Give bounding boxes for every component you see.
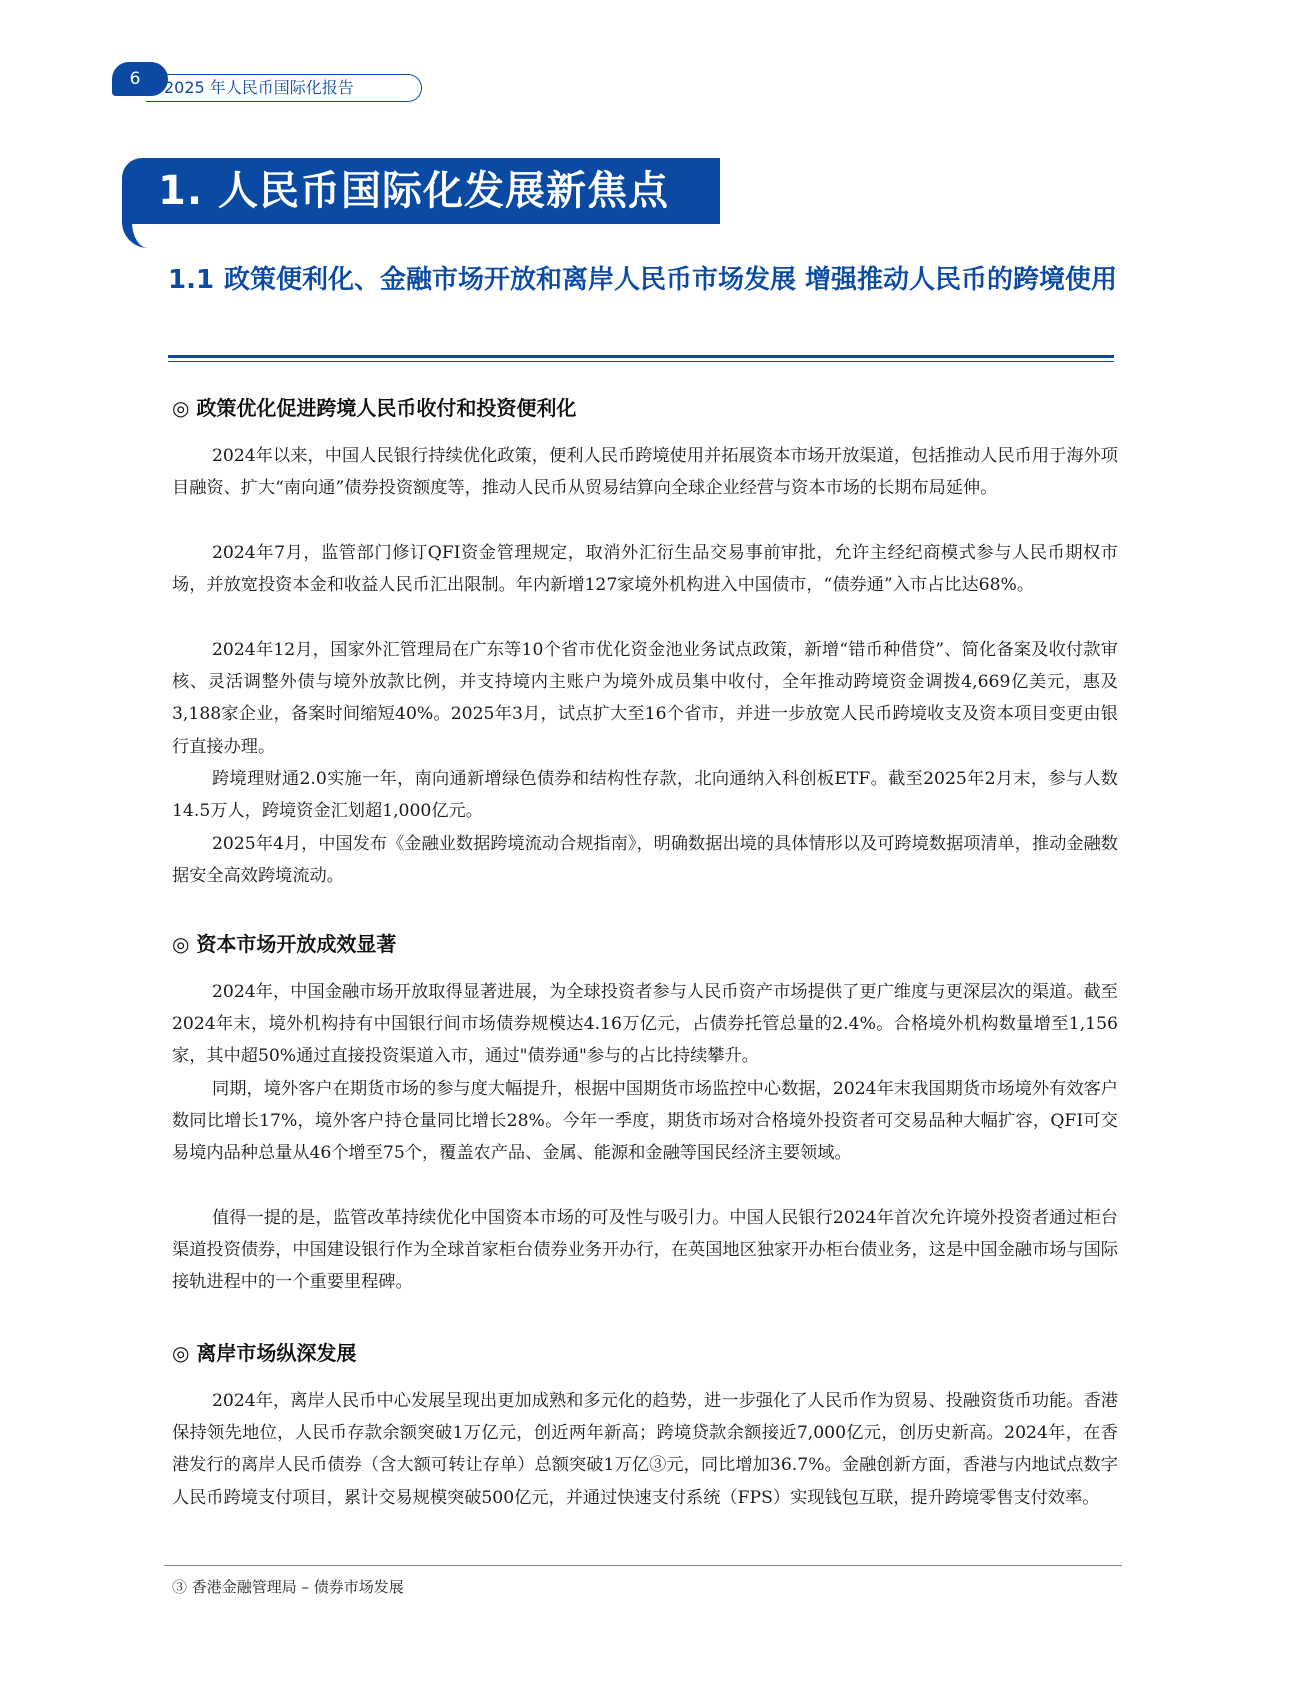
paragraph: 2024年，离岸人民币中心发展呈现出更加成熟和多元化的趋势，进一步强化了人民币作为贸易、投融资货币功能。香港保持领先地位，人民币存款余额突破1万亿元，创近两年新高；跨境贷款余额接近7,000亿元，创历史新高。2024年，在香港发行的离岸人民币债券（含大额可转让存单）总额突破1万亿③元，同比增加36.7%。金融创新方面，香港与内地试点数字人民币跨境支付项目，累计交易规模突破500亿元，并通过快速支付系统（FPS）实现钱包互联，提升跨境零售支付效率。 [172,1391,1118,1508]
paragraph: 2025年4月，中国发布《金融业数据跨境流动合规指南》，明确数据出境的具体情形以及可跨境数据项清单，推动金融数据安全高效跨境流动。 [172,834,1118,887]
paragraph: 2024年7月，监管部门修订QFI资金管理规定，取消外汇衍生品交易事前审批，允许主经纪商模式参与人民币期权市场，并放宽投资本金和收益人民币汇出限制。年内新增127家境外机构进入中国债市，“债券通”入市占比达68%。 [172,543,1118,596]
section-number: 1.1 [168,265,215,295]
section-rule [168,355,1114,358]
subheading-policy: ◎ 政策优化促进跨境人民币收付和投资便利化 [172,396,577,420]
running-header [112,62,412,102]
footnote: ③ 香港金融管理局 – 债券市场发展 [172,1578,404,1596]
report-title: 2025 年人民币国际化报告 [146,74,422,102]
footnote-divider [164,1565,1122,1566]
paragraph: 2024年以来，中国人民银行持续优化政策，便利人民币跨境使用并拓展资本市场开放渠道，包括推动人民币用于海外项目融资、扩大“南向通”债券投资额度等，推动人民币从贸易结算向全球企业经营与资本市场的长期布局延伸。 [172,446,1118,499]
section-rule-thin [168,361,1114,362]
paragraph: 2024年，中国金融市场开放取得显著进展，为全球投资者参与人民币资产市场提供了更广维度与更深层次的渠道。截至2024年末，境外机构持有中国银行间市场债券规模达4.16万亿元，占债券托管总量的2.4%。合格境外机构数量增至1,156家，其中超50%通过直接投资渠道入市，通过"债券通"参与的占比持续攀升。 [172,982,1118,1067]
chapter-title: 1. 人民币国际化发展新焦点 [122,158,720,224]
subheading-offshore-market: ◎ 离岸市场纵深发展 [172,1341,357,1365]
section-heading [168,260,1118,300]
section-title: 政策便利化、金融市场开放和离岸人民币市场发展 增强推动人民币的跨境使用 [224,265,1118,295]
paragraph: 2024年12月，国家外汇管理局在广东等10个省市优化资金池业务试点政策，新增“错币种借贷”、简化备案及收付款审核、灵活调整外债与境外放款比例，并支持境内主账户为境外成员集中收付，全年推动跨境资金调拨4,669亿美元，惠及3,188家企业，备案时间缩短40%。2025年3月，试点扩大至16个省市，并进一步放宽人民币跨境收支及资本项目变更由银行直接办理。 [172,640,1118,757]
page-number: 6 [112,62,168,96]
paragraph: 同期，境外客户在期货市场的参与度大幅提升，根据中国期货市场监控中心数据，2024年末我国期货市场境外有效客户数同比增长17%，境外客户持仓量同比增长28%。今年一季度，期货市场对合格境外投资者可交易品种大幅扩容，QFI可交易境内品种总量从46个增至75个，覆盖农产品、金属、能源和金融等国民经济主要领域。 [172,1079,1118,1164]
paragraph: 跨境理财通2.0实施一年，南向通新增绿色债券和结构性存款，北向通纳入科创板ETF。截至2025年2月末，参与人数14.5万人，跨境资金汇划超1,000亿元。 [172,769,1118,822]
subheading-capital-market: ◎ 资本市场开放成效显著 [172,932,397,956]
paragraph: 值得一提的是，监管改革持续优化中国资本市场的可及性与吸引力。中国人民银行2024年首次允许境外投资者通过柜台渠道投资债券，中国建设银行作为全球首家柜台债券业务开办行，在英国地区独家开办柜台债业务，这是中国金融市场与国际接轨进程中的一个重要里程碑。 [172,1208,1118,1293]
